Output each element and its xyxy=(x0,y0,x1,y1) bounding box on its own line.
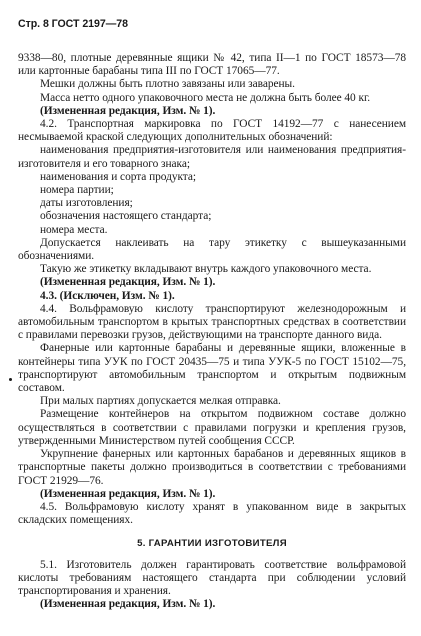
paragraph: 9338—80, плотные деревянные ящики № 42, типа II—1 по ГОСТ 18573—78 или картонные барабаны типа III по ГОСТ 17065—77. xyxy=(18,52,406,78)
amendment-note: (Измененная редакция, Изм. № 1). xyxy=(40,487,216,500)
page-body xyxy=(18,52,406,611)
paragraph: наименования предприятия-изготовителя или наименования предприятия-изготовителя и его товарного знака; xyxy=(18,144,406,170)
amendment-note: 4.3. (Исключен, Изм. № 1). xyxy=(40,289,175,302)
paragraph: даты изготовления; xyxy=(40,197,133,210)
paragraph: обозначения настоящего стандарта; xyxy=(40,210,212,223)
page-header: Стр. 8 ГОСТ 2197—78 xyxy=(18,18,128,30)
paragraph: 4.4. Вольфрамовую кислоту транспортируют железнодорожным и автомобильным транспортом в крытых транспортных средствах в соответствии с правилами перевозки грузов, действующими на транспорте данного вида. xyxy=(18,302,406,342)
section-5-text xyxy=(18,559,406,612)
paragraph: 4.5. Вольфрамовую кислоту хранят в упакованном виде в закрытых складских помещениях. xyxy=(18,500,406,527)
paragraph: Фанерные или картонные барабаны и деревянные ящики, вложенные в контейнеры типа УУК по ГОСТ 20435—75 и типа УУК-5 по ГОСТ 15102—75, транспортируют автомобильным транспортом и открытым подвижным составом. xyxy=(18,342,406,395)
amendment-note: (Измененная редакция, Изм. № 1). xyxy=(40,598,216,611)
paragraph: номера места. xyxy=(40,223,108,236)
margin-dot xyxy=(9,378,12,381)
paragraph: Размещение контейнеров на открытом подвижном составе должно осуществляться в соответствии с правилами погрузки и крепления грузов, утвержденными Министерством путей сообщения СССР. xyxy=(18,408,406,447)
section-4-text xyxy=(18,52,406,527)
amendment-note: (Измененная редакция, Изм. № 1). xyxy=(40,276,216,289)
paragraph: Масса нетто одного упаковочного места не должна быть более 40 кг. xyxy=(40,91,371,104)
paragraph: номера партии; xyxy=(40,184,114,197)
paragraph: 4.2. Транспортная маркировка по ГОСТ 14192—77 с нанесением несмываемой краской следующих дополнительных обозначений: xyxy=(18,118,406,144)
paragraph: Допускается наклеивать на тару этикетку с вышеуказанными обозначениями. xyxy=(18,236,406,263)
amendment-note: (Измененная редакция, Изм. № 1). xyxy=(40,104,216,117)
section-title: 5. ГАРАНТИИ ИЗГОТОВИТЕЛЯ xyxy=(137,538,287,550)
paragraph: наименования и сорта продукта; xyxy=(40,170,196,183)
paragraph: 5.1. Изготовитель должен гарантировать соответствие вольфрамовой кислоты требованиям настоящего стандарта при соблюдении условий транспортирования и хранения. xyxy=(18,558,406,597)
paragraph: Такую же этикетку вкладывают внутрь каждого упаковочного места. xyxy=(40,263,372,276)
paragraph: Мешки должны быть плотно завязаны или заварены. xyxy=(40,78,295,91)
paragraph: При малых партиях допускается мелкая отправка. xyxy=(40,395,281,408)
paragraph: Укрупнение фанерных или картонных барабанов и деревянных ящиков в транспортные пакеты должно производиться в соответствии с требованиями ГОСТ 21929—76. xyxy=(18,448,406,487)
